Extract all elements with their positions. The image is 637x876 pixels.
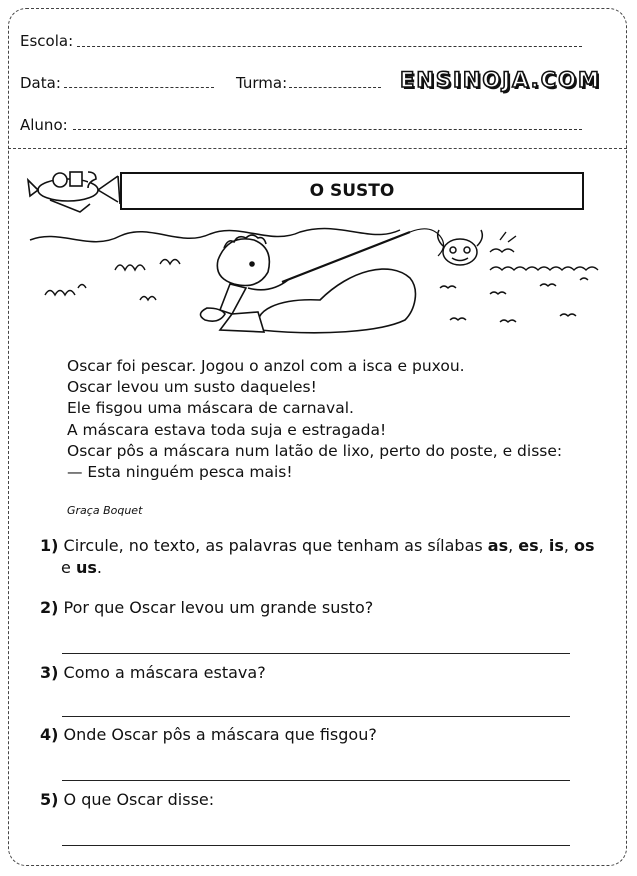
answer-line-3[interactable] <box>62 716 570 717</box>
question-number: 1) <box>40 536 59 555</box>
separator: , <box>538 536 549 555</box>
question-3 <box>40 662 615 684</box>
question-text: Como a máscara estava? <box>63 663 266 682</box>
story-line: Oscar foi pescar. Jogou o anzol com a isca e puxou. <box>67 357 465 375</box>
student-field[interactable] <box>73 129 582 130</box>
school-label: Escola: <box>20 32 74 50</box>
syllable-es: es <box>518 536 539 555</box>
question-1-line-1 <box>40 535 615 557</box>
bushes <box>45 260 345 301</box>
answer-line-2[interactable] <box>62 653 570 654</box>
header-divider <box>8 148 627 149</box>
question-number: 2) <box>40 598 59 617</box>
story-line: A máscara estava toda suja e estragada! <box>67 420 387 439</box>
carnival-mask-icon <box>438 230 483 265</box>
grass-line <box>30 229 400 242</box>
question-1-line-2 <box>40 557 615 579</box>
syllable-is: is <box>548 536 564 555</box>
question-2 <box>40 597 615 619</box>
answer-line-5[interactable] <box>62 845 570 846</box>
syllable-os: os <box>574 536 595 555</box>
syllable-as: as <box>487 536 509 555</box>
question-text: O que Oscar disse: <box>63 790 215 809</box>
student-label: Aluno: <box>20 116 68 134</box>
story-line: Oscar pôs a máscara num latão de lixo, perto do poste, e disse: <box>67 441 563 460</box>
question-1 <box>40 535 615 579</box>
date-field[interactable] <box>64 87 214 88</box>
author-credit: Graça Boquet <box>67 504 143 517</box>
story-line: Ele fisgou uma máscara de carnaval. <box>67 399 354 418</box>
question-text: e <box>61 558 76 577</box>
class-field[interactable] <box>289 87 381 88</box>
separator: , <box>508 536 519 555</box>
question-text: Onde Oscar pôs a máscara que fisgou? <box>63 725 377 744</box>
date-label: Data: <box>20 74 61 92</box>
page-title: O SUSTO <box>309 181 395 201</box>
question-text: Circule, no texto, as palavras que tenham as sílabas <box>63 536 488 555</box>
school-field[interactable] <box>77 46 582 47</box>
question-number: 5) <box>40 790 59 809</box>
story-line: — Esta ninguém pesca mais! <box>67 463 293 482</box>
question-text: . <box>96 558 102 577</box>
story-line: Oscar levou um susto daqueles! <box>67 378 317 397</box>
riverbank <box>258 269 415 333</box>
airplane-with-abc-icon <box>28 172 120 212</box>
answer-line-4[interactable] <box>62 780 570 781</box>
question-number: 4) <box>40 725 59 744</box>
class-label: Turma: <box>236 74 288 92</box>
title-banner <box>120 172 584 210</box>
ensinoja-logo: ENSINOJA.COM <box>400 68 601 92</box>
question-5 <box>40 789 615 811</box>
question-text: Por que Oscar levou um grande susto? <box>63 598 374 617</box>
separator: , <box>563 536 575 555</box>
question-4 <box>40 724 615 746</box>
question-number: 3) <box>40 663 59 682</box>
syllable-us: us <box>75 558 97 577</box>
story-text <box>67 356 607 483</box>
